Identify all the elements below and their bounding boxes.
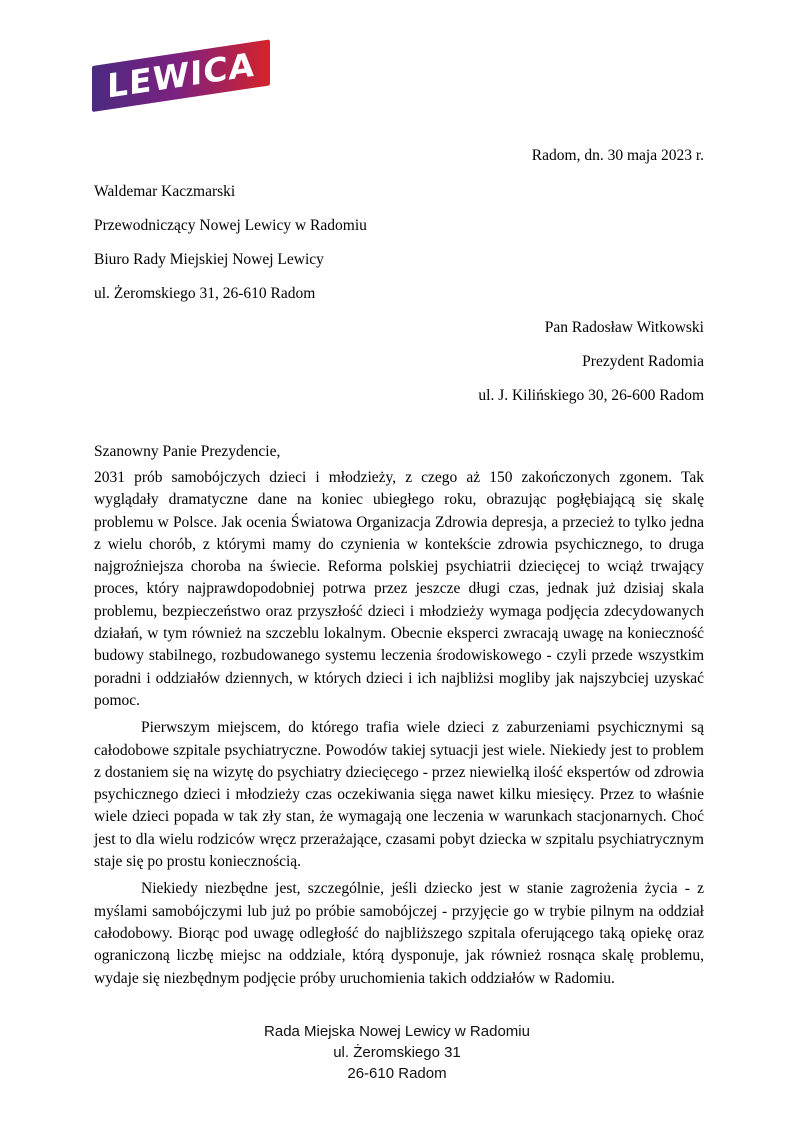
letter-content <box>94 0 704 995</box>
recipient-block <box>94 311 704 413</box>
salutation: Szanowny Panie Prezydencie, <box>94 443 281 460</box>
recipient-name: Pan Radosław Witkowski <box>544 319 704 336</box>
footer-city: 26-610 Radom <box>347 1065 447 1082</box>
body-paragraph-3: Niekiedy niezbędne jest, szczególnie, jeśli dziecko jest w stanie zagrożenia życia - z myślami samobójczymi lub już po próbie samobójczej - przyjęcie go w trybie pilnym na oddział całodobowy. Biorąc pod uwagę odległość do najbliższego szpitala oferującego taką opiekę oraz ograniczoną liczbę miejsc na oddziale, którą dysponuje, jak również rosnąca skalę problemu, wydaje się niezbędnym podjęcie próby uruchomienia takich oddziałów w Radomiu. <box>94 880 704 987</box>
date-line: Radom, dn. 30 maja 2023 r. <box>531 147 704 164</box>
letter-body <box>94 467 704 990</box>
body-paragraph-2: Pierwszym miejscem, do którego trafia wiele dzieci z zaburzeniami psychicznymi są całodobowe szpitale psychiatryczne. Powodów takiej sytuacji jest wiele. Niekiedy jest to problem z dostaniem się na wizytę do psychiatry dziecięcego - przez niewielką ilość ekspertów od zdrowia psychicznego dzieci i młodzieży czas oczekiwania sięga nawet kilku miesięcy. Przez to właśnie wiele dzieci popada w tak zły stan, że wymagają one leczenia w warunkach stacjonarnych. Choć jest to dla wielu rodziców wręcz przerażające, czasami pobyt dziecka w szpitalu psychiatrycznym staje się po prostu koniecznością. <box>94 719 704 871</box>
body-paragraph-1: 2031 prób samobójczych dzieci i młodzieży, z czego aż 150 zakończonych zgonem. Tak wyglądały dramatyczne dane na koniec ubiegłego roku, obrazując pogłębiającą się skalę problemu w Polsce. Jak ocenia Światowa Organizacja Zdrowia depresja, a przecież to tylko jedna z wielu chorób, z którymi mamy do czynienia w kontekście zdrowia psychicznego, to druga najgroźniejsza choroba na świecie. Reforma polskiej psychiatrii dziecięcej to wciąż trwający proces, który najprawdopodobniej potrwa przez jeszcze długi czas, jednak już dzisiaj skala problemu, bezpieczeństwo oraz przyszłość dzieci i młodzieży wymaga podjęcia zdecydowanych działań, w tym również na szczeblu lokalnym. Obecnie eksperci zwracają uwagę na konieczność budowy stabilnego, rozbudowanego systemu leczenia środowiskowego - czyli przede wszystkim poradni i oddziałów dziennych, w których dzieci i ich najbliżsi mogliby jak najszybciej uzyskać pomoc. <box>94 469 704 709</box>
sender-name: Waldemar Kaczmarski <box>94 183 236 200</box>
footer-organization: Rada Miejska Nowej Lewicy w Radomiu <box>264 1023 530 1040</box>
sender-address: ul. Żeromskiego 31, 26-610 Radom <box>94 285 316 302</box>
recipient-title: Prezydent Radomia <box>582 353 704 370</box>
lewica-logo-text: LEWICA <box>106 44 255 106</box>
sender-office: Biuro Rady Miejskiej Nowej Lewicy <box>94 251 324 268</box>
letter-footer <box>0 1021 794 1084</box>
sender-title: Przewodniczący Nowej Lewicy w Radomiu <box>94 217 367 234</box>
recipient-address: ul. J. Kilińskiego 30, 26-600 Radom <box>478 387 704 404</box>
sender-block <box>94 175 704 311</box>
footer-street: ul. Żeromskiego 31 <box>333 1044 461 1061</box>
